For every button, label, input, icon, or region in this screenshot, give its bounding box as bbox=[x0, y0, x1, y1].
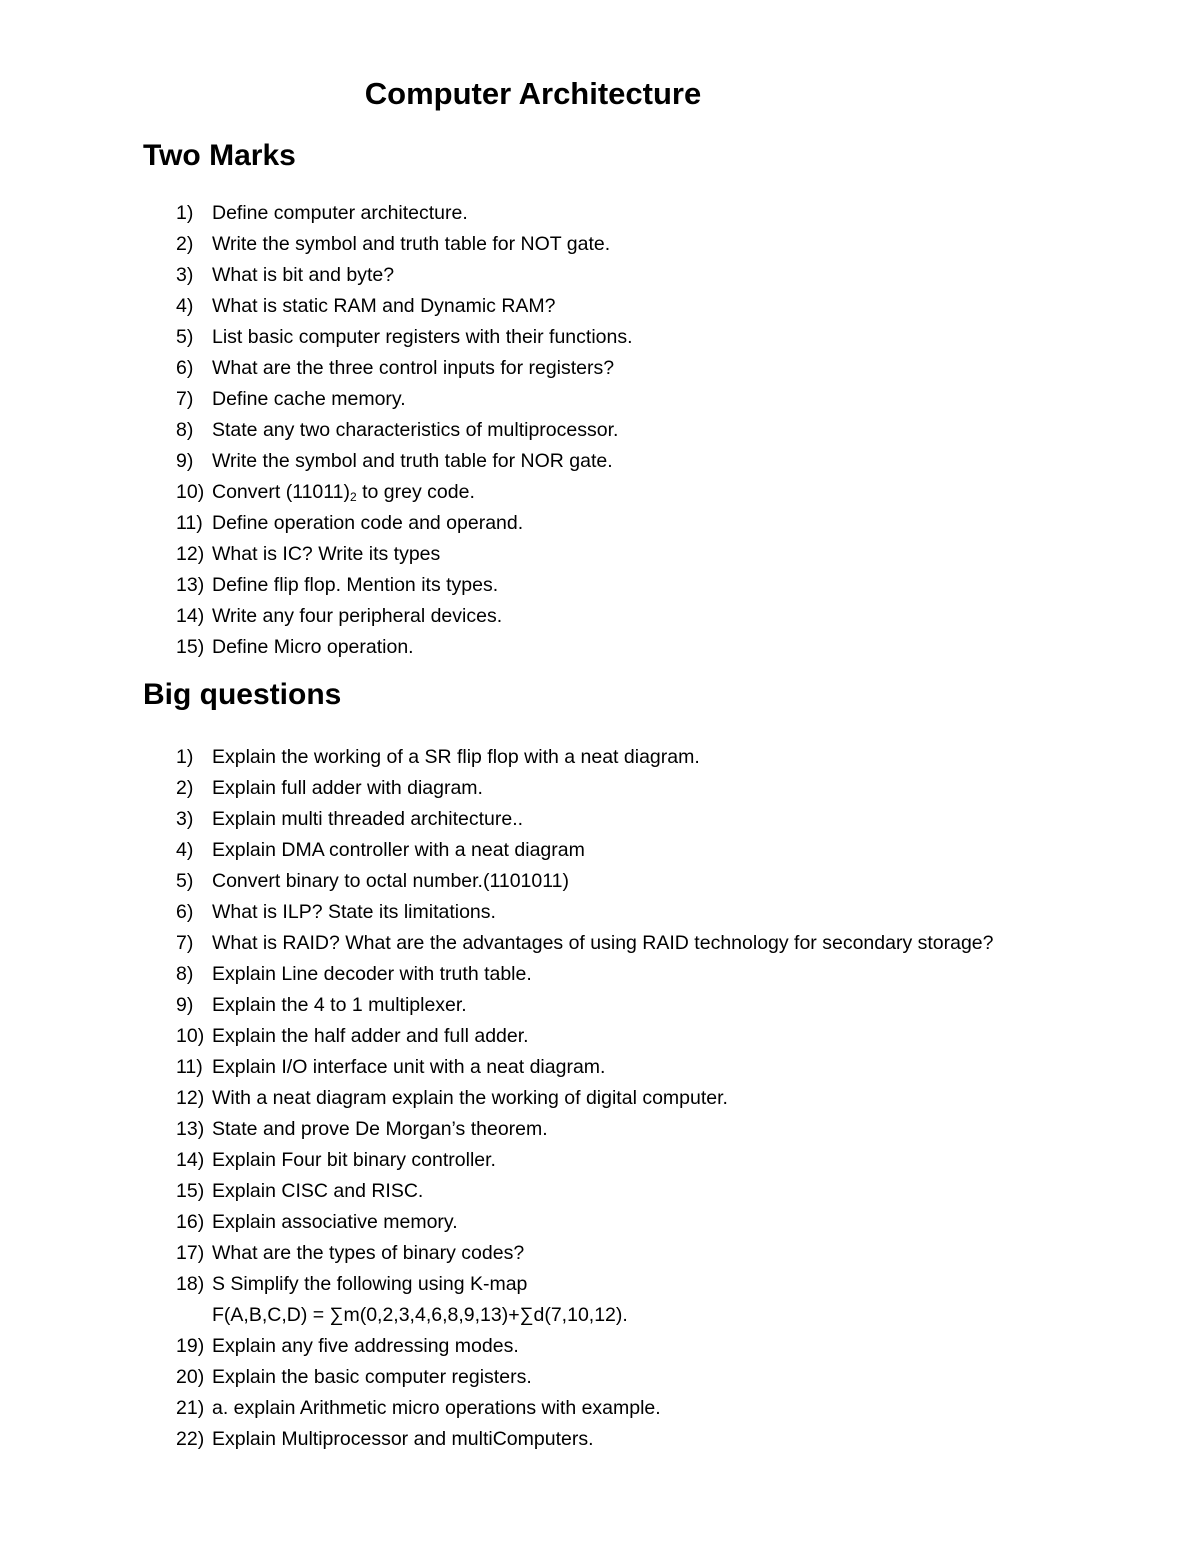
question-text: Explain I/O interface unit with a neat diagram. bbox=[212, 1056, 606, 1078]
question-text: What is bit and byte? bbox=[212, 264, 395, 286]
list-item bbox=[176, 990, 1176, 1021]
question-text: Explain associative memory. bbox=[212, 1211, 458, 1233]
list-item bbox=[176, 508, 1176, 539]
question-text: Explain DMA controller with a neat diagram bbox=[212, 839, 585, 861]
question-text: Define cache memory. bbox=[212, 388, 406, 410]
list-item bbox=[176, 632, 1176, 663]
list-item bbox=[176, 1362, 1176, 1393]
list-item bbox=[176, 1052, 1176, 1083]
question-number: 15) bbox=[176, 636, 205, 658]
question-number: 11) bbox=[176, 512, 203, 534]
list-item bbox=[176, 601, 1176, 632]
question-text: Explain Line decoder with truth table. bbox=[212, 963, 532, 985]
question-text: What are the types of binary codes? bbox=[212, 1242, 525, 1264]
question-number: 1) bbox=[176, 746, 194, 768]
question-text: a. explain Arithmetic micro operations with example. bbox=[212, 1397, 661, 1419]
list-item bbox=[176, 1269, 1176, 1331]
list-item bbox=[176, 897, 1176, 928]
question-text: Explain the basic computer registers. bbox=[212, 1366, 532, 1388]
question-number: 15) bbox=[176, 1180, 205, 1202]
question-number: 5) bbox=[176, 870, 194, 892]
two-marks-list bbox=[176, 198, 1176, 663]
subscript-base: 2 bbox=[350, 490, 357, 504]
question-text: Define flip flop. Mention its types. bbox=[212, 574, 499, 596]
section-heading-big-questions: Big questions bbox=[143, 678, 342, 711]
question-number: 7) bbox=[176, 388, 194, 410]
question-number: 16) bbox=[176, 1211, 205, 1233]
question-text: What is ILP? State its limitations. bbox=[212, 901, 496, 923]
list-item bbox=[176, 260, 1176, 291]
question-number: 21) bbox=[176, 1397, 205, 1419]
question-text: Explain Four bit binary controller. bbox=[212, 1149, 496, 1171]
question-text-part: to grey code. bbox=[356, 481, 475, 503]
list-item bbox=[176, 835, 1176, 866]
list-item bbox=[176, 477, 1176, 508]
list-item bbox=[176, 198, 1176, 229]
list-item bbox=[176, 928, 1176, 959]
question-text: Explain the half adder and full adder. bbox=[212, 1025, 529, 1047]
question-text: Explain any five addressing modes. bbox=[212, 1335, 519, 1357]
list-item bbox=[176, 415, 1176, 446]
question-text: Define Micro operation. bbox=[212, 636, 414, 658]
question-text: Write the symbol and truth table for NOT gate. bbox=[212, 233, 611, 255]
question-text: Explain CISC and RISC. bbox=[212, 1180, 424, 1202]
question-number: 14) bbox=[176, 605, 205, 627]
list-item bbox=[176, 1238, 1176, 1269]
list-item bbox=[176, 866, 1176, 897]
list-item bbox=[176, 1331, 1176, 1362]
question-number: 22) bbox=[176, 1428, 205, 1450]
question-number: 4) bbox=[176, 839, 194, 861]
question-number: 10) bbox=[176, 481, 205, 503]
question-number: 11) bbox=[176, 1056, 203, 1078]
list-item bbox=[176, 773, 1176, 804]
list-item bbox=[176, 539, 1176, 570]
question-text: State and prove De Morgan’s theorem. bbox=[212, 1118, 548, 1140]
question-text: Explain the working of a SR flip flop with a neat diagram. bbox=[212, 746, 700, 768]
page-title: Computer Architecture bbox=[364, 76, 702, 111]
question-number: 13) bbox=[176, 574, 205, 596]
list-item bbox=[176, 446, 1176, 477]
question-text bbox=[212, 481, 475, 503]
question-text: Explain full adder with diagram. bbox=[212, 777, 483, 799]
question-text: Write the symbol and truth table for NOR gate. bbox=[212, 450, 613, 472]
list-item bbox=[176, 959, 1176, 990]
question-number: 6) bbox=[176, 357, 194, 379]
list-item bbox=[176, 1424, 1176, 1455]
question-number: 3) bbox=[176, 808, 194, 830]
question-number: 18) bbox=[176, 1273, 205, 1295]
question-number: 13) bbox=[176, 1118, 205, 1140]
question-number: 6) bbox=[176, 901, 194, 923]
question-number: 8) bbox=[176, 963, 194, 985]
question-number: 1) bbox=[176, 202, 194, 224]
question-text: What are the three control inputs for registers? bbox=[212, 357, 615, 379]
question-number: 19) bbox=[176, 1335, 205, 1357]
question-text: What is RAID? What are the advantages of using RAID technology for secondary storage? bbox=[212, 932, 994, 954]
question-text: Explain multi threaded architecture.. bbox=[212, 808, 524, 830]
list-item bbox=[176, 1114, 1176, 1145]
question-number: 8) bbox=[176, 419, 194, 441]
section-heading-two-marks: Two Marks bbox=[143, 139, 296, 172]
question-number: 7) bbox=[176, 932, 194, 954]
big-questions-list bbox=[176, 742, 1176, 1455]
question-text: Convert binary to octal number.(1101011) bbox=[212, 870, 569, 892]
list-item bbox=[176, 229, 1176, 260]
list-item bbox=[176, 384, 1176, 415]
question-formula: F(A,B,C,D) = ∑m(0,2,3,4,6,8,9,13)+∑d(7,10,12). bbox=[212, 1304, 628, 1326]
list-item bbox=[176, 1145, 1176, 1176]
question-number: 3) bbox=[176, 264, 194, 286]
question-number: 2) bbox=[176, 777, 194, 799]
question-number: 10) bbox=[176, 1025, 205, 1047]
question-number: 14) bbox=[176, 1149, 205, 1171]
question-text: What is IC? Write its types bbox=[212, 543, 441, 565]
list-item bbox=[176, 1083, 1176, 1114]
question-text: With a neat diagram explain the working of digital computer. bbox=[212, 1087, 728, 1109]
question-number: 4) bbox=[176, 295, 194, 317]
list-item bbox=[176, 1207, 1176, 1238]
list-item bbox=[176, 1021, 1176, 1052]
question-text: Define operation code and operand. bbox=[212, 512, 524, 534]
question-number: 2) bbox=[176, 233, 194, 255]
question-number: 5) bbox=[176, 326, 194, 348]
question-number: 12) bbox=[176, 543, 205, 565]
question-number: 9) bbox=[176, 450, 194, 472]
list-item bbox=[176, 570, 1176, 601]
question-text-part: Convert (11011) bbox=[212, 481, 351, 503]
question-number: 12) bbox=[176, 1087, 205, 1109]
list-item bbox=[176, 322, 1176, 353]
question-text: List basic computer registers with their functions. bbox=[212, 326, 633, 348]
question-text: S Simplify the following using K-map bbox=[212, 1273, 528, 1295]
question-text: What is static RAM and Dynamic RAM? bbox=[212, 295, 556, 317]
question-number: 20) bbox=[176, 1366, 205, 1388]
question-number: 9) bbox=[176, 994, 194, 1016]
question-text: Write any four peripheral devices. bbox=[212, 605, 503, 627]
list-item bbox=[176, 1176, 1176, 1207]
question-text: Explain the 4 to 1 multiplexer. bbox=[212, 994, 467, 1016]
list-item bbox=[176, 742, 1176, 773]
question-text: Define computer architecture. bbox=[212, 202, 468, 224]
question-text: Explain Multiprocessor and multiComputers. bbox=[212, 1428, 594, 1450]
question-text: State any two characteristics of multiprocessor. bbox=[212, 419, 619, 441]
list-item bbox=[176, 353, 1176, 384]
list-item bbox=[176, 291, 1176, 322]
list-item bbox=[176, 804, 1176, 835]
question-number: 17) bbox=[176, 1242, 205, 1264]
list-item bbox=[176, 1393, 1176, 1424]
